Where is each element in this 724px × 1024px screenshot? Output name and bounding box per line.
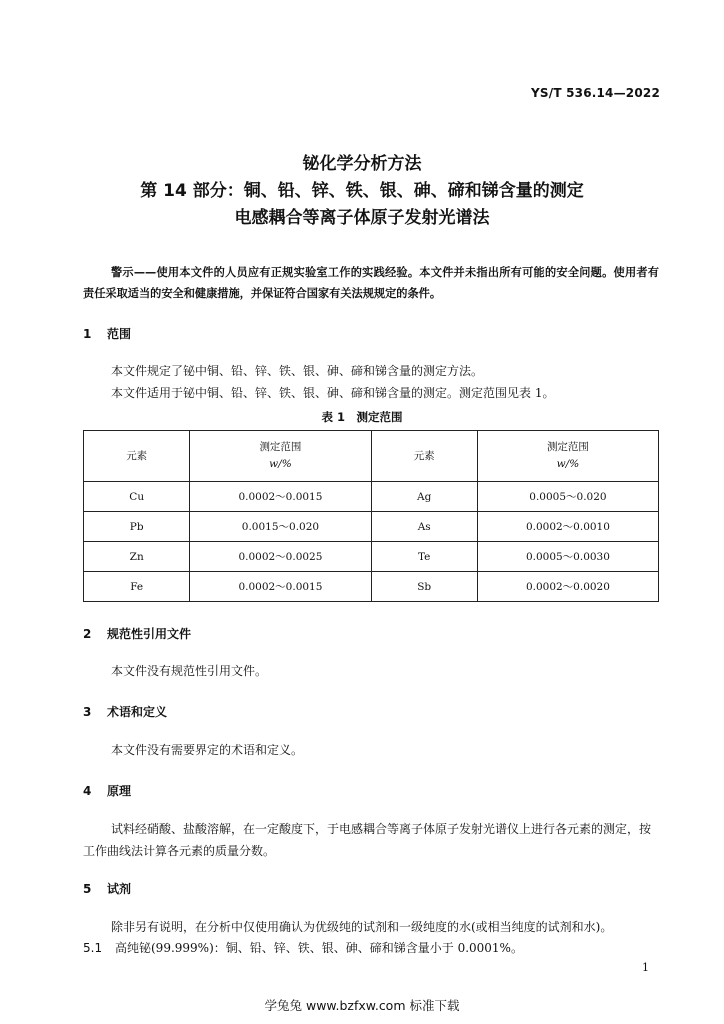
section-4-heading: [83, 782, 131, 799]
range-cell: 0.0002～0.0020: [477, 572, 658, 602]
section-number: 1: [83, 327, 92, 341]
header-element: 元素: [84, 431, 190, 482]
section-1-para-1: 本文件规定了铋中铜、铅、锌、铁、银、砷、碲和锑含量的测定方法。: [111, 364, 484, 378]
section-title: 规范性引用文件: [107, 627, 192, 641]
clause-number: 5.1: [83, 941, 103, 955]
range-cell: 0.0002～0.0010: [477, 512, 658, 542]
table-row: [84, 512, 659, 542]
doc-title-line1: 铋化学分析方法: [302, 154, 422, 174]
table-header-row: [84, 431, 659, 482]
element-cell: Zn: [84, 542, 190, 572]
section-title: 术语和定义: [107, 705, 168, 719]
header-range: 测定范围 w/%: [477, 431, 658, 482]
header-unit: w/%: [269, 458, 292, 470]
section-2-para: 本文件没有规范性引用文件。: [111, 664, 268, 678]
range-cell: 0.0005～0.0030: [477, 542, 658, 572]
table-row: [84, 482, 659, 512]
range-table: [83, 430, 659, 602]
doc-title-line2: 第 14 部分：铜、铅、锌、铁、银、砷、碲和锑含量的测定: [140, 181, 584, 201]
range-cell: 0.0005～0.020: [477, 482, 658, 512]
section-5-para: 除非另有说明，在分析中仅使用确认为优级纯的试剂和一级纯度的水(或相当纯度的试剂和水)。: [111, 920, 613, 934]
section-number: 4: [83, 784, 92, 798]
page-number: 1: [642, 961, 649, 974]
table-row: [84, 572, 659, 602]
standard-number: YS/T 536.14—2022: [531, 86, 660, 100]
element-cell: Ag: [371, 482, 477, 512]
header-unit: w/%: [556, 458, 580, 470]
section-1-para-2: 本文件适用于铋中铜、铅、锌、铁、银、砷、碲和锑含量的测定。测定范围见表 1。: [111, 386, 555, 400]
section-5-heading: [83, 880, 131, 897]
range-cell: 0.0002～0.0015: [190, 482, 371, 512]
element-cell: Te: [371, 542, 477, 572]
section-title: 试剂: [107, 882, 132, 896]
element-cell: As: [371, 512, 477, 542]
section-title: 原理: [107, 784, 132, 798]
header-element: 元素: [371, 431, 477, 482]
section-2-heading: [83, 625, 191, 642]
element-cell: Pb: [84, 512, 190, 542]
element-cell: Fe: [84, 572, 190, 602]
element-cell: Sb: [371, 572, 477, 602]
section-3-para: 本文件没有需要界定的术语和定义。: [111, 743, 304, 757]
warning-text: 警示——使用本文件的人员应有正规实验室工作的实践经验。本文件并未指出所有可能的安全问题。使用者有责任采取适当的安全和健康措施，并保证符合国家有关法规规定的条件。: [83, 266, 659, 300]
section-number: 5: [83, 882, 92, 896]
table-caption: 表 1 测定范围: [321, 410, 403, 424]
table-row: [84, 542, 659, 572]
section-number: 2: [83, 627, 92, 641]
range-cell: 0.0015～0.020: [190, 512, 371, 542]
header-range: 测定范围 w/%: [190, 431, 371, 482]
section-3-heading: [83, 703, 167, 720]
doc-title-line3: 电感耦合等离子体原子发射光谱法: [234, 208, 490, 228]
range-cell: 0.0002～0.0015: [190, 572, 371, 602]
clause-5-1: [83, 939, 523, 956]
range-cell: 0.0002～0.0025: [190, 542, 371, 572]
element-cell: Cu: [84, 482, 190, 512]
clause-text: 高纯铋(99.999%)：铜、铅、锌、铁、银、砷、碲和锑含量小于 0.0001%。: [115, 941, 523, 955]
section-number: 3: [83, 705, 92, 719]
footer-watermark: 学兔兔 www.bzfxw.com 标准下载: [264, 998, 460, 1013]
section-4-para: 试料经硝酸、盐酸溶解，在一定酸度下，于电感耦合等离子体原子发射光谱仪上进行各元素的测定，按工作曲线法计算各元素的质量分数。: [83, 822, 652, 858]
section-1-heading: [83, 325, 131, 342]
section-title: 范围: [107, 327, 132, 341]
